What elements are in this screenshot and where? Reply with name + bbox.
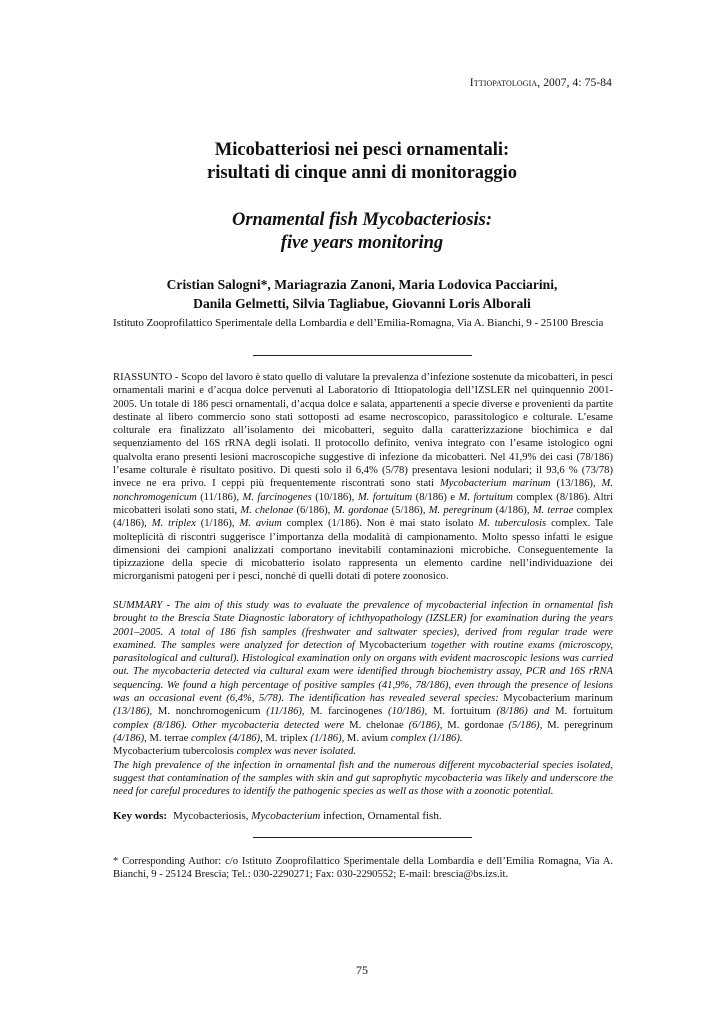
separator-rule-top [253,355,472,356]
species-name: M. avium [239,518,282,530]
abstract-text: (8/186) e [412,491,459,503]
keywords-label: Key words: [113,810,168,822]
title-italian-line-2: risultati di cinque anni di monitoraggio [207,163,517,183]
species-name: M. triplex [151,518,196,530]
title-italian [0,139,724,185]
species-name: Mycobacterium marinum [439,478,551,490]
species-name: M. chelonae [240,504,294,516]
abstract-english [113,599,613,798]
species-name: M. fortuitum [458,491,513,503]
species-name: Mycobacterium tubercolosis [113,746,234,758]
title-english-line-2: five years monitoring [280,233,444,253]
species-name: M. nonchromogenicum [157,706,261,718]
summary-text: SUMMARY - The aim of this study was to evaluate the prevalence of mycobacterial infection in ornamental fish brought to the Brescia State Diagnostic laboratory of ichthyopathology (IZSLER) for examination during the years 2001–2005. A total of 186 fish samples (freshwater and saltwater species), derived from regular trade were examined. The samples were analyzed for detection of [113,600,613,651]
keyword-text: infection, Ornamental fish. [320,810,442,822]
species-name: M. fortuitum [432,706,491,718]
summary-text: complex (8/186). Other mycobacteria detected were [113,719,350,731]
author-list [0,275,724,313]
abstract-text: (1/186), [195,518,240,530]
abstract-text: (10/186), [311,491,358,503]
summary-text: (10/186), [382,706,433,718]
species-name: M. peregrinum [547,719,613,731]
abstract-text: RIASSUNTO - Scopo del lavoro è stato quello di valutare la prevalenza d’infezione sostenute da micobatteri, in pesci ornamentali marini e d’acqua dolce pervenuti al Laboratorio di Ittiopatologia dell’IZSLER nel quinquennio 2001-2005. Un totale di 186 pesci ornamentali, d’acqua dolce e salata, appartenenti a specie diverse e provenienti da partite destinate al libero commercio sono stati sottoposti ad esame necroscopico, parassitologico e colturale. L’esame colturale era finalizzato all’isolamento dei micobatteri, seguito dalla caratterizzazione biochimica e dal sequenziamento del 16S rRNA degli isolati. Il protocollo definito, veniva integrato con l’esame istologico ogni qualvolta erano presenti lesioni macroscopiche suggestive di infezione da micobatteri. Nel 41,9% dei casi (78/186) l’esame colturale è risultato positivo. Di questi solo il 6,4% (5/78) presentava lesioni nodulari; il 93,6 % (73/78) invece ne era privo. I ceppi più frequentemente riscontrati sono stati [113,372,613,490]
keywords [113,810,613,822]
abstract-text: complex (4/186), [113,504,613,530]
page-number: 75 [356,963,368,977]
title-block [0,139,724,313]
summary-text: (8/186) and [490,706,556,718]
species-name: Mycobacterium marinum [503,693,613,705]
summary-text: (6/186), [403,719,448,731]
abstract-text: (4/186), [492,504,533,516]
abstract-text: (13/186), [550,478,602,490]
affiliation: Istituto Zooprofilattico Sperimentale della Lombardia e dell’Emilia-Romagna, Via A. Bianchi, 9 - 25100 Brescia [113,317,604,329]
summary-text: (11/186), [260,706,311,718]
journal-citation: , 2007, 4: 75-84 [537,77,612,89]
title-italian-line-1: Micobatteriosi nei pesci ornamentali: [214,140,510,160]
species-name: M. chelonae [349,719,404,731]
summary-text: (13/186), [113,706,158,718]
species-name: M. terrae [149,732,189,744]
abstract-italian [113,371,613,584]
running-head [470,77,612,89]
title-english-line-1: Ornamental fish Mycobacteriosis: [231,210,493,230]
species-name: M. farcinogenes [310,706,383,718]
summary-text: complex (4/186), [188,732,266,744]
summary-text: (5/186), [503,719,548,731]
title-english [0,209,724,255]
species-name: M. terrae [532,504,574,516]
species-name: M. triplex [265,732,308,744]
summary-text: The high prevalence of the infection in ornamental fish and the numerous different mycobacterial species isolated, suggest that contamination of the samples with skin and gut saprophytic mycobacteria was likely and underscore the need for careful procedures to identify the pathogenic species as well as those with a zoonotic potential. [113,759,613,798]
species-name: M. peregrinum [428,504,493,516]
abstract-text: complex (1/186). Non è mai stato isolato [281,518,479,530]
species-name: M. avium [346,732,389,744]
abstract-text: (11/186), [196,491,243,503]
species-name: M. gordonae [447,719,504,731]
summary-text: (4/186), [113,732,150,744]
species-name: M. tuberculosis [478,518,547,530]
species-name: M. gordonae [333,504,389,516]
species-name: Mycobacterium [359,639,427,651]
abstract-text: (6/186), [293,504,334,516]
species-name: M. fortuitum [555,706,613,718]
species-name: M. nonchromogenicum [113,478,613,503]
abstract-text: complex. Tale molteplicità di riscontri suggerisce l’importanza della modalità di campionamento. Molto spesso infatti le esigue dimensioni dei campioni analizzati comportano inevitabili contaminazioni microbiche. Conseguentemente la tipizzazione della specie di micobatterio isolato rappresenta un elemento cardine nell’individuazione dei microrganismi patogeni per i pesci, nonché di quelli dotati di potere zoonosico. [113,518,614,583]
summary-text: together with routine exams (microscopy, parasitological and cultural). Histological examination only on organs with evident macroscopic lesions was carried out. The mycobacteria detected via cultural exam were identified through biochemistry assay, PCR and 16S rRNA sequencing. We found a high percentage of positive samples (41,9%, 78/186), even through the presence of lesions was an occasional event (6,4%, 5/78). The identification has revealed several species: [113,639,613,705]
summary-text: (1/186), [307,732,347,744]
separator-rule-bottom [253,837,472,838]
abstract-text: complex (8/186). Altri micobatteri isolati sono stati, [113,491,614,516]
summary-text: complex was never isolated. [233,746,357,758]
corresponding-author-footnote: * Corresponding Author: c/o Istituto Zooprofilattico Sperimentale della Lombardia e dell’Emilia Romagna, Via A. Bianchi, 9 - 25124 Brescia; Tel.: 030-2290271; Fax: 030-2290552; E-mail: brescia@bs.izs.it. [113,856,613,881]
authors-line-1: Cristian Salogni*, Mariagrazia Zanoni, Maria Lodovica Pacciarini, [166,277,558,292]
species-name: M. fortuitum [357,491,413,503]
abstract-text: (5/186), [388,504,429,516]
summary-text: complex (1/186). [388,732,463,744]
authors-line-2: Danila Gelmetti, Silvia Tagliabue, Giovanni Loris Alborali [193,296,531,311]
keyword-text: Mycobacteriosis, [173,810,252,822]
journal-name: Ittiopatologia [469,77,538,89]
species-name: M. farcinogenes [242,491,312,503]
keyword-text: Mycobacterium [251,810,321,822]
